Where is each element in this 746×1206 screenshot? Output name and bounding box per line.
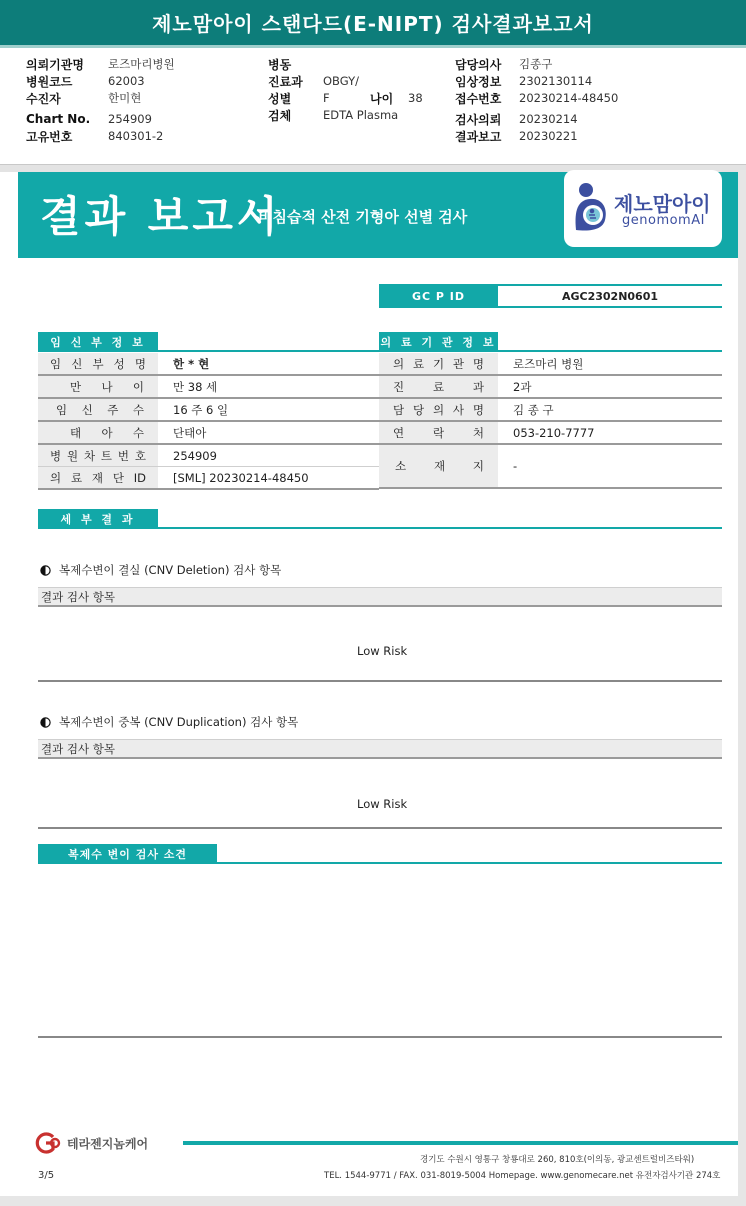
info-col-3 [455, 56, 618, 144]
pregnant-age-value: 만 38 세 [173, 379, 218, 394]
pregnant-name-value: 한 * 현 [173, 356, 210, 371]
footer-company-name: 테라젠지놈케어 [67, 1136, 149, 1151]
cnv-opinion-heading: 복제수 변이 검사 소견 [38, 844, 217, 864]
pregnant-info-heading: 임 신 부 정 보 [38, 332, 158, 352]
clinic-phone-value: 053-210-7777 [513, 425, 595, 440]
half-circle-icon [40, 565, 51, 576]
cnv-duplication-title: 복제수변이 중복 (CNV Duplication) 검사 항목 [59, 715, 299, 729]
info-value: 김종구 [519, 57, 553, 71]
clinic-info-table [379, 353, 722, 489]
cnv-duplication-title-row [40, 714, 298, 730]
info-label: 병원코드 [26, 74, 73, 89]
footer-address: 경기도 수원시 영통구 창룡대로 260, 810호(이의동, 광교센트럴비즈타워) [420, 1155, 695, 1165]
page-edge-bottom [0, 1196, 746, 1206]
pregnant-row-label: 의 료 재 단 ID [38, 467, 158, 488]
info-label: 담당의사 [455, 57, 502, 72]
info-value: 로즈마리병원 [108, 57, 175, 71]
info-value: OBGY/ [323, 74, 359, 88]
gcpid-label: GC P ID [379, 286, 498, 306]
gcpid-value: AGC2302N0601 [561, 289, 659, 303]
info-value: 2302130114 [519, 74, 593, 88]
info-col-2 [268, 56, 423, 123]
info-label: Chart No. [26, 112, 91, 126]
pregnant-info-table [38, 353, 379, 490]
info-value: 20230221 [519, 129, 578, 143]
info-label: 진료과 [268, 74, 303, 89]
cnv-duplication-bottom-line [38, 827, 722, 829]
clinic-doctor-value: 김 종 구 [513, 402, 554, 417]
info-label: 검사의뢰 [455, 112, 502, 127]
info-label: 고유번호 [26, 129, 73, 144]
cnv-deletion-title: 복제수변이 결실 (CNV Deletion) 검사 항목 [59, 563, 282, 577]
clinic-row-label: 담 당 의 사 명 [379, 399, 498, 420]
pregnant-lab-id-value: [SML] 20230214-48450 [173, 470, 309, 485]
clinic-dept-value: 2과 [513, 379, 532, 394]
report-header-title: 제노맘아이 스탠다드(E-NIPT) 검사결과보고서 [0, 0, 746, 48]
gcpid-bottom-line [379, 306, 722, 308]
age-label: 나이 [370, 91, 394, 106]
pregnant-row-label: 태 아 수 [38, 422, 158, 443]
mother-baby-icon [572, 180, 612, 234]
pregnant-row-label: 병 원 차 트 번 호 [38, 445, 158, 466]
footer-accent-bar [183, 1141, 738, 1145]
info-label: 성별 [268, 91, 292, 106]
info-value: 한미현 [108, 91, 142, 105]
page-edge-right [738, 170, 746, 1206]
pregnant-row-label: 임 신 주 수 [38, 399, 158, 420]
clinic-row-label: 의 료 기 관 명 [379, 353, 498, 374]
detail-results-line [38, 527, 722, 529]
clinic-address-value: - [513, 459, 518, 473]
cnv-duplication-result: Low Risk [357, 797, 408, 811]
info-value: F [323, 91, 330, 105]
cnv-deletion-result: Low Risk [357, 644, 408, 658]
info-value: 254909 [108, 112, 152, 126]
info-value: 20230214 [519, 112, 578, 126]
pregnant-row-label: 만 나 이 [38, 376, 158, 397]
pregnant-weeks-value: 16 주 6 일 [173, 402, 229, 417]
pregnant-chart-value: 254909 [173, 448, 217, 463]
cnv-deletion-bottom-line [38, 680, 722, 682]
info-label: 수진자 [26, 91, 61, 106]
clinic-info-line [379, 350, 722, 352]
clinic-info-heading: 의 료 기 관 정 보 [379, 332, 498, 352]
info-value: 20230214-48450 [519, 91, 619, 105]
info-label: 의뢰기관명 [26, 57, 84, 72]
footer-company-logo [33, 1132, 148, 1154]
info-value: 62003 [108, 74, 145, 88]
info-label: 병동 [268, 57, 292, 72]
pregnant-info-line [38, 350, 381, 352]
half-circle-icon [40, 717, 51, 728]
clinic-name-value: 로즈마리 병원 [513, 356, 584, 371]
cnv-opinion-bottom-line [38, 1036, 722, 1038]
banner-subtitle: 비침습적 산전 기형아 선별 검사 [258, 208, 468, 226]
brand-logo-en: genomomAI [622, 213, 705, 228]
cnv-deletion-header-bar: 결과 검사 항목 [38, 587, 722, 607]
info-label: 임상정보 [455, 74, 502, 89]
clinic-row-label: 진 료 과 [379, 376, 498, 397]
footer-contact: TEL. 1544-9771 / FAX. 031-8019-5004 Homepage. www.genomecare.net 유전자검사기관 274호 [324, 1171, 721, 1181]
detail-results-heading: 세 부 결 과 [38, 509, 158, 529]
company-logo-icon [33, 1132, 63, 1154]
info-label: 결과보고 [455, 129, 502, 144]
info-col-1 [26, 56, 175, 144]
info-label: 검체 [268, 108, 292, 123]
info-label: 접수번호 [455, 91, 502, 106]
banner-title: 결과 보고서 [40, 192, 282, 241]
cnv-opinion-line [38, 862, 722, 864]
info-value: 840301-2 [108, 129, 164, 143]
age-value: 38 [408, 91, 423, 105]
cnv-deletion-title-row [40, 562, 281, 578]
cnv-duplication-header-bar: 결과 검사 항목 [38, 739, 722, 759]
pregnant-fetus-value: 단태아 [173, 425, 207, 440]
clinic-row-label: 소 재 지 [379, 445, 498, 487]
clinic-row-label: 연 락 처 [379, 422, 498, 443]
brand-logo-kr: 제노맘아이 [614, 192, 711, 216]
info-value: EDTA Plasma [323, 108, 399, 122]
pregnant-row-label: 임 신 부 성 명 [38, 353, 158, 374]
page-number: 3/5 [38, 1170, 55, 1181]
